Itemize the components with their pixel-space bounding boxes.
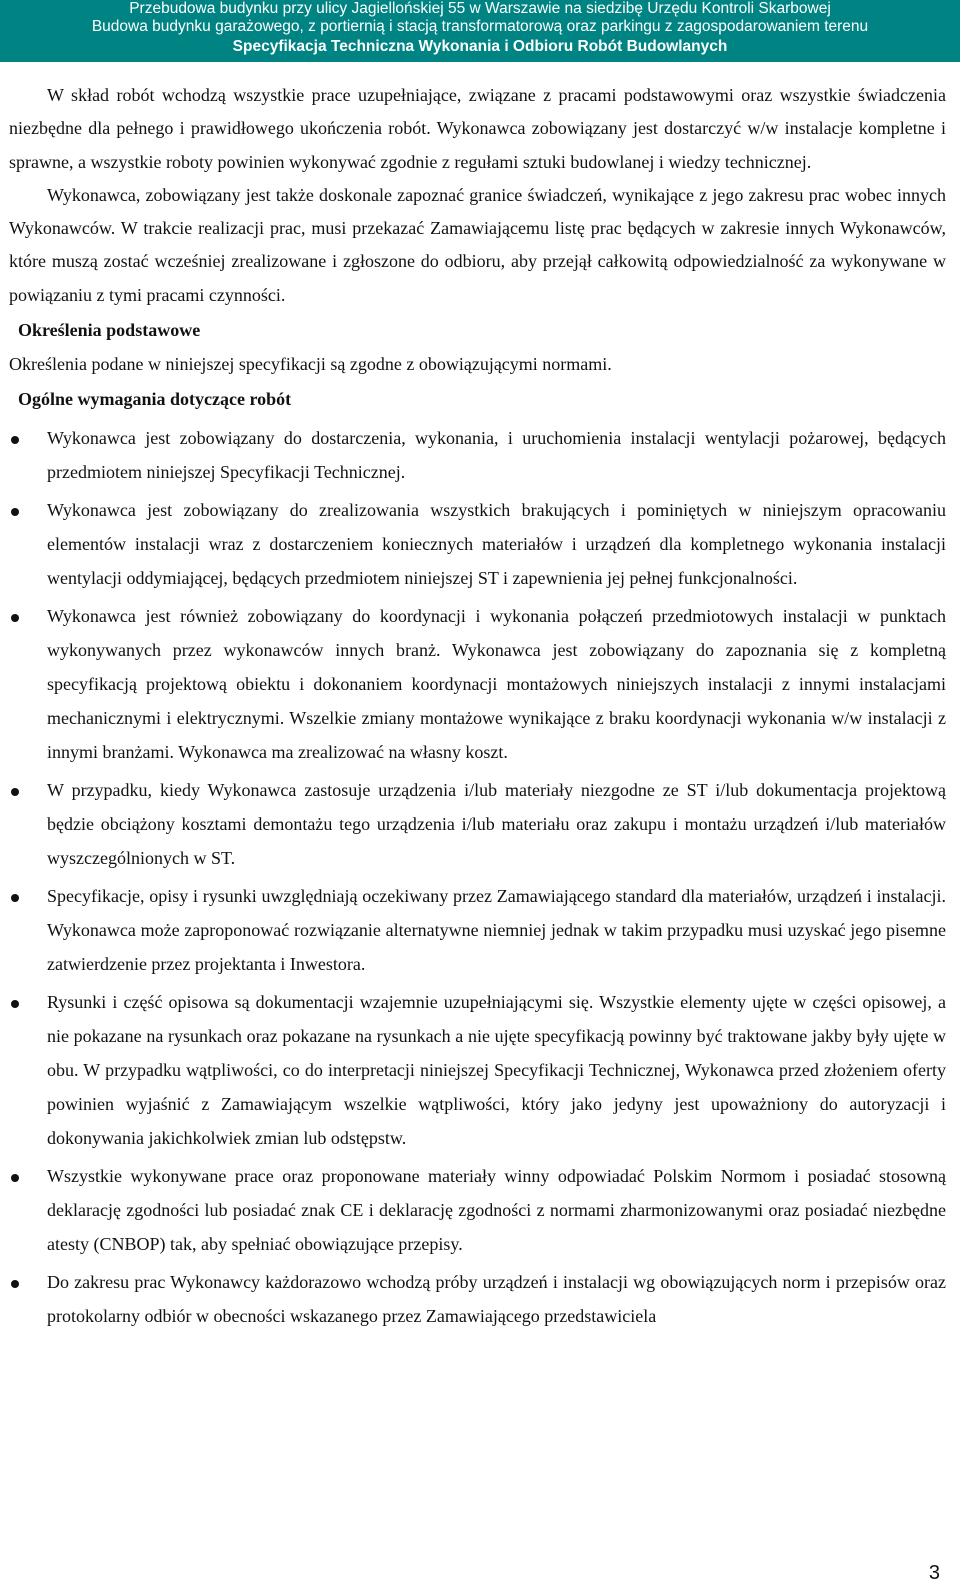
section-heading-definitions: Określenia podstawowe	[18, 320, 201, 341]
list-item-text: Wykonawca jest zobowiązany do zrealizowania wszystkich brakujących i pominiętych w niniejszym opracowaniu elementów instalacji wraz z dostarczeniem koniecznych materiałów i urządzeń dla kompletnego wykonania instalacji wentylacji oddymiającej, będących przedmiotem niniejszej ST i zapewnienia jej pełnej funkcjonalności.	[47, 500, 946, 589]
bullet-icon	[11, 436, 19, 444]
document-header	[0, 0, 960, 62]
list-item	[47, 981, 946, 1155]
list-item	[47, 875, 946, 981]
paragraph-contractor-duties: Wykonawca, zobowiązany jest także doskonale zapoznać granice świadczeń, wynikające z jego zakresu prac wobec innych Wykonawców. W trakcie realizacji prac, musi przekazać Zamawiającemu listę prac będących w zakresie innych Wykonawców, które muszą zostać wcześniej zrealizowane i zgłoszone do odbioru, aby przejął całkowitą odpowiedzialność za wykonywane w powiązaniu z tymi pracami czynności.	[9, 184, 946, 305]
list-item-text: Wykonawca jest zobowiązany do dostarczenia, wykonania, i uruchomienia instalacji wentylacji pożarowej, będących przedmiotem niniejszej Specyfikacji Technicznej.	[47, 428, 946, 483]
document-body	[0, 66, 960, 1333]
list-item-text: W przypadku, kiedy Wykonawca zastosuje urządzenia i/lub materiały niezgodne ze ST i/lub dokumentacja projektową będzie obciążony kosztami demontażu tego urządzenia i/lub materiału oraz zakupu i montażu urządzeń i/lub materiałów wyszczególnionych w ST.	[47, 780, 946, 869]
list-item	[47, 595, 946, 769]
list-item	[47, 1261, 946, 1333]
header-project-subtitle: Budowa budynku garażowego, z portiernią i stacją transformatorową oraz parkingu z zagospodarowaniem terenu	[91, 18, 869, 35]
bullet-icon	[11, 614, 19, 622]
header-project-title: Przebudowa budynku przy ulicy Jagiellońskiej 55 w Warszawie na siedzibę Urzędu Kontroli Skarbowej	[129, 0, 831, 17]
list-item-text: Wykonawca jest również zobowiązany do koordynacji i wykonania połączeń przedmiotowych instalacji w punktach wykonywanych przez wykonawców innych branż. Wykonawca jest zobowiązany do zapoznania się z kompletną specyfikacją projektową obiektu i dokonaniem koordynacji montażowych niniejszych instalacji z innymi instalacjami mechanicznymi i elektrycznymi. Wszelkie zmiany montażowe wynikające z braku koordynacji wykonania w/w instalacji z innymi branżami. Wykonawca ma zrealizować na własny koszt.	[47, 606, 946, 763]
section-heading-general-requirements: Ogólne wymagania dotyczące robót	[18, 389, 292, 410]
list-item-text: Specyfikacje, opisy i rysunki uwzględniają oczekiwany przez Zamawiającego standard dla materiałów, urządzeń i instalacji. Wykonawca może zaproponować rozwiązanie alternatywne niemniej jednak w takim przypadku musi uzyskać jego pisemne zatwierdzenie przez projektanta i Inwestora.	[47, 886, 946, 975]
paragraph-scope: W skład robót wchodzą wszystkie prace uzupełniające, związane z pracami podstawowymi oraz wszystkie świadczenia niezbędne dla pełnego i prawidłowego ukończenia robót. Wykonawca zobowiązany jest dostarczyć w/w instalacje kompletne i sprawne, a wszystkie roboty powinien wykonywać zgodnie z regułami sztuki budowlanej i wiedzy technicznej.	[9, 85, 946, 172]
header-document-title: Specyfikacja Techniczna Wykonania i Odbioru Robót Budowlanych	[232, 38, 728, 55]
paragraph-definitions: Określenia podane w niniejszej specyfikacji są zgodne z obowiązującymi normami.	[9, 354, 612, 375]
list-item	[47, 1155, 946, 1261]
bullet-icon	[11, 894, 19, 902]
list-item-text: Rysunki i część opisowa są dokumentacji wzajemnie uzupełniającymi się. Wszystkie elementy ujęte w części opisowej, a nie pokazane na rysunkach oraz pokazane na rysunkach a nie ujęte specyfikacją powinny być traktowane jakby były ujęte w obu. W przypadku wątpliwości, co do interpretacji niniejszej Specyfikacji Technicznej, Wykonawca przed złożeniem oferty powinien wyjaśnić z Zamawiającym wszelkie wątpliwości, który jako jedyny jest upoważniony do autoryzacji i dokonywania jakichkolwiek zmian lub odstępstw.	[47, 992, 946, 1149]
bullet-icon	[11, 788, 19, 796]
requirements-list	[0, 417, 960, 1333]
list-item	[47, 417, 946, 489]
bullet-icon	[11, 1280, 19, 1288]
bullet-icon	[11, 1174, 19, 1182]
list-item	[47, 489, 946, 595]
bullet-icon	[11, 1000, 19, 1008]
bullet-icon	[11, 508, 19, 516]
list-item	[47, 769, 946, 875]
page-number: 3	[928, 1562, 940, 1584]
list-item-text: Do zakresu prac Wykonawcy każdorazowo wchodzą próby urządzeń i instalacji wg obowiązujących norm i przepisów oraz protokolarny odbiór w obecności wskazanego przez Zamawiającego przedstawiciela	[47, 1272, 946, 1327]
list-item-text: Wszystkie wykonywane prace oraz proponowane materiały winny odpowiadać Polskim Normom i posiadać stosowną deklarację zgodności lub posiadać znak CE i deklarację zgodności z normami zharmonizowanymi oraz posiadać niezbędne atesty (CNBOP) tak, aby spełniać obowiązujące przepisy.	[47, 1166, 946, 1255]
